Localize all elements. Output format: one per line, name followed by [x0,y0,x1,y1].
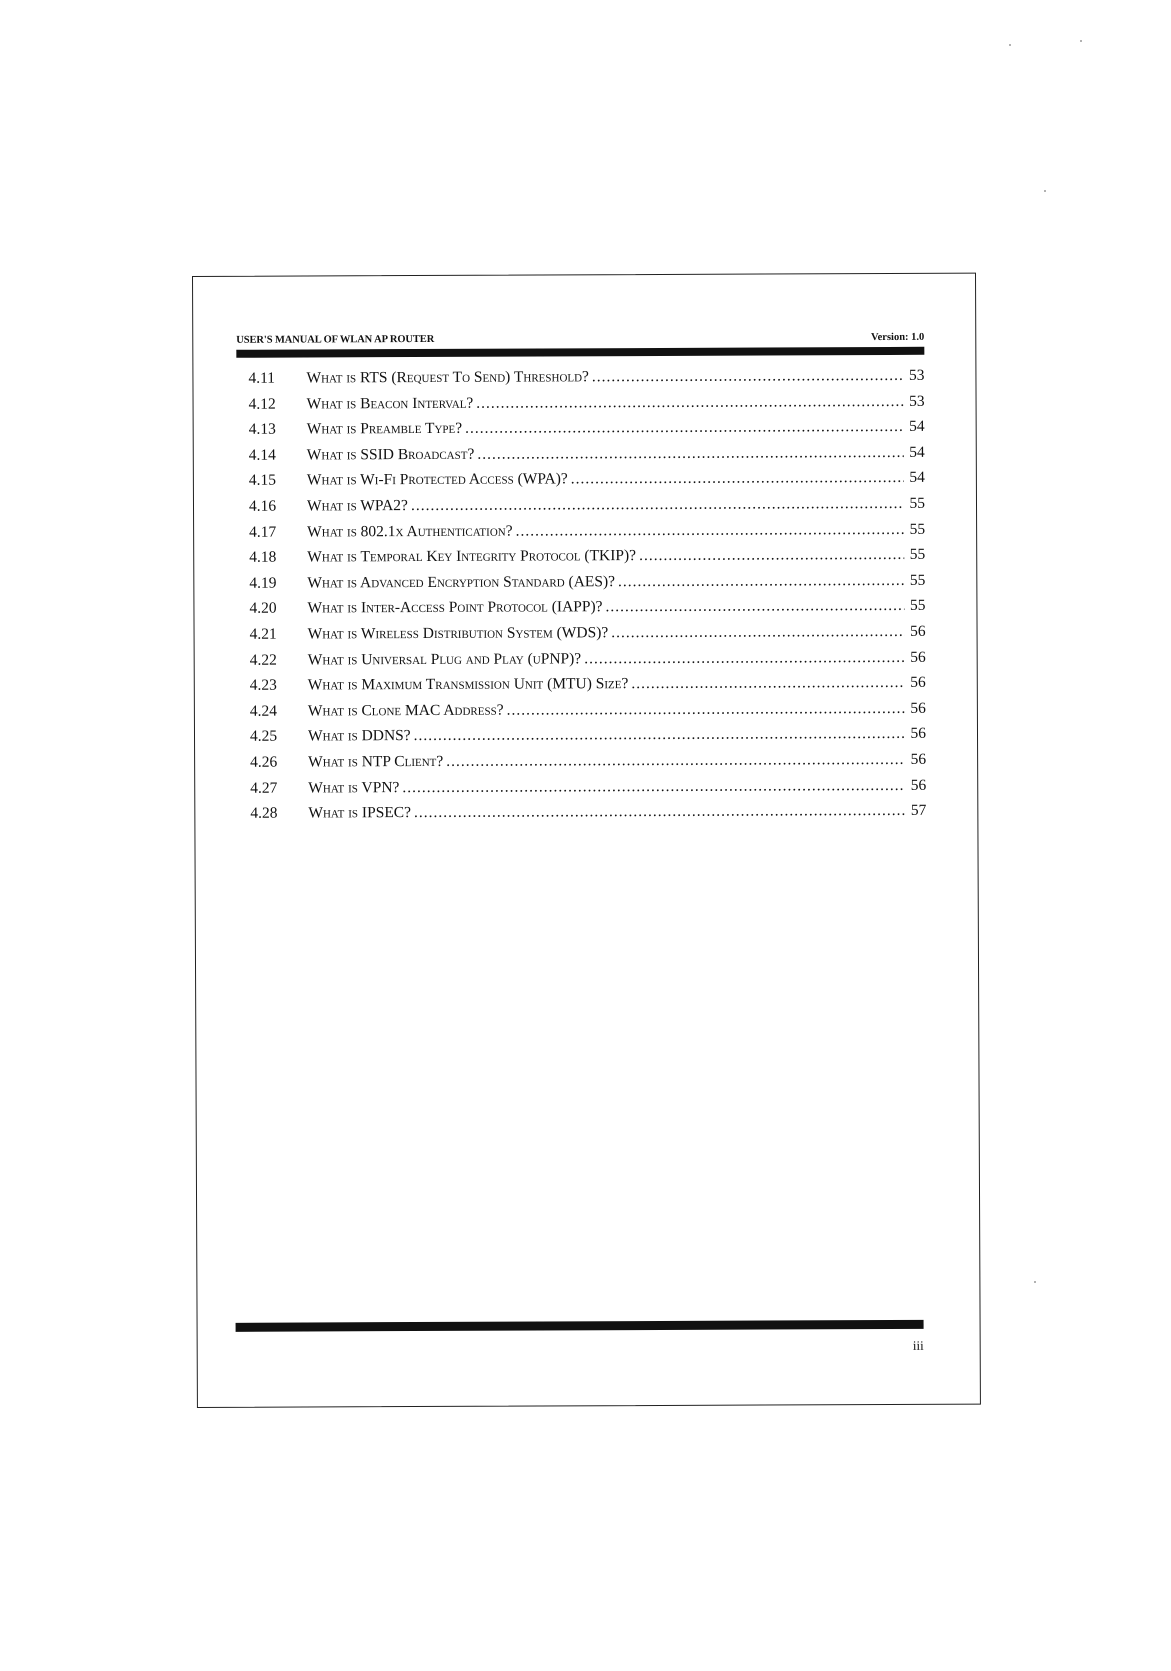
scan-speck [1009,44,1011,46]
toc-entry-4-22 [238,648,926,677]
dot-leader [411,495,904,515]
toc-entry-number: 4.19 [249,574,277,592]
toc-entry-4-14 [237,444,925,473]
dot-leader [446,751,905,771]
dot-leader [592,367,904,386]
toc-entry-page: 55 [909,545,926,564]
document-page [192,273,981,1408]
toc-entry-4-16 [237,495,925,524]
toc-entry-4-19 [237,572,925,601]
manual-title: USER'S MANUAL OF WLAN AP ROUTER [236,333,435,346]
scan-speck [1044,190,1046,192]
toc-entry-page: 53 [908,366,925,384]
toc-entry-page: 56 [910,750,927,768]
toc-entry-title: What is Temporal Key Integrity Protocol (TKIP)? [307,547,637,566]
toc-entry-4-27 [238,776,926,805]
toc-entry-page: 56 [910,725,927,743]
toc-entry-page: 54 [909,469,925,487]
toc-entry-4-18 [237,546,925,575]
toc-entry-number: 4.24 [249,702,278,720]
scan-speck [1080,40,1082,42]
toc-entry-title: What is Preamble Type? [306,420,463,438]
dot-leader [639,546,904,565]
toc-entry-page: 55 [909,571,926,589]
toc-entry-title: What is 802.1x Authentication? [307,522,513,541]
toc-entry-number: 4.18 [249,548,277,566]
toc-entry-title: What is Inter-Access Point Protocol (IAPP)? [307,598,603,617]
dot-leader [477,444,904,464]
toc-entry-4-13 [237,418,925,447]
toc-entry-number: 4.21 [249,625,277,643]
toc-entry-4-28 [238,802,926,831]
toc-entry-title: What is Advanced Encryption Standard (AES)? [307,572,616,592]
toc-entry-title: What is RTS (Request To Send) Threshold? [306,368,589,387]
dot-leader [584,648,905,667]
toc-entry-title: What is Wireless Distribution System (WDS)? [307,624,609,643]
dot-leader [631,674,905,693]
version-label: Version: 1.0 [870,331,925,344]
dot-leader [516,520,905,540]
toc-entry-number: 4.15 [248,472,277,490]
toc-entry-title: What is Clone MAC Address? [307,701,504,720]
toc-entry-page: 56 [910,776,927,794]
toc-entry-number: 4.16 [248,497,277,515]
dot-leader [618,572,904,591]
header-rule [236,347,924,358]
toc-entry-4-11 [236,367,924,396]
dot-leader [414,802,905,822]
dot-leader [606,597,905,616]
toc-entry-number: 4.13 [248,420,276,438]
dot-leader [571,469,904,488]
toc-entry-number: 4.26 [250,753,278,771]
toc-entry-page: 54 [909,417,925,436]
table-of-contents [236,367,926,831]
toc-entry-number: 4.12 [248,395,276,413]
toc-entry-page: 56 [910,699,926,717]
toc-entry-4-17 [237,520,925,549]
dot-leader [507,700,905,720]
toc-entry-number: 4.17 [249,523,277,541]
dot-leader [476,392,903,412]
toc-entry-4-23 [238,674,926,703]
dot-leader [611,623,904,642]
toc-entry-page: 56 [910,648,926,666]
toc-entry-number: 4.20 [249,599,277,618]
toc-entry-title: What is Universal Plug and Play (uPNP)? [307,649,582,669]
toc-entry-title: What is Maximum Transmission Unit (MTU) Size? [307,675,629,694]
toc-entry-page: 57 [910,801,927,819]
toc-entry-title: What is DDNS? [307,727,411,745]
dot-leader [465,418,904,438]
toc-entry-page: 55 [909,597,926,615]
scan-speck [1034,1281,1036,1283]
toc-entry-number: 4.28 [250,804,278,822]
toc-entry-4-21 [238,623,926,652]
toc-entry-number: 4.11 [248,369,276,387]
toc-entry-title: What is NTP Client? [308,752,444,771]
toc-entry-title: What is SSID Broadcast? [306,445,475,464]
toc-entry-page: 55 [909,520,926,538]
toc-entry-page: 54 [909,443,925,461]
dot-leader [402,776,905,796]
page-number: iii [912,1337,924,1353]
toc-entry-page: 56 [910,622,926,640]
toc-entry-number: 4.25 [249,727,278,746]
toc-entry-number: 4.22 [249,651,277,669]
footer-rule [236,1320,924,1332]
toc-entry-4-20 [237,597,925,626]
toc-entry-number: 4.27 [250,779,278,797]
toc-entry-page: 55 [909,494,926,512]
toc-entry-title: What is Beacon Interval? [306,394,474,413]
toc-entry-4-24 [238,700,926,729]
running-header [236,332,924,349]
toc-entry-4-15 [237,469,925,498]
toc-entry-title: What is VPN? [308,778,400,796]
toc-entry-title: What is WPA2? [306,497,408,515]
toc-entry-page: 56 [910,673,926,691]
toc-entry-number: 4.23 [249,676,277,694]
toc-entry-title: What is Wi-Fi Protected Access (WPA)? [306,470,568,489]
toc-entry-4-25 [238,725,926,754]
toc-entry-4-26 [238,751,926,780]
toc-entry-page: 53 [909,392,925,410]
toc-entry-4-12 [237,392,925,421]
toc-entry-title: What is IPSEC? [308,804,412,822]
dot-leader [414,725,905,745]
toc-entry-number: 4.14 [248,446,276,464]
